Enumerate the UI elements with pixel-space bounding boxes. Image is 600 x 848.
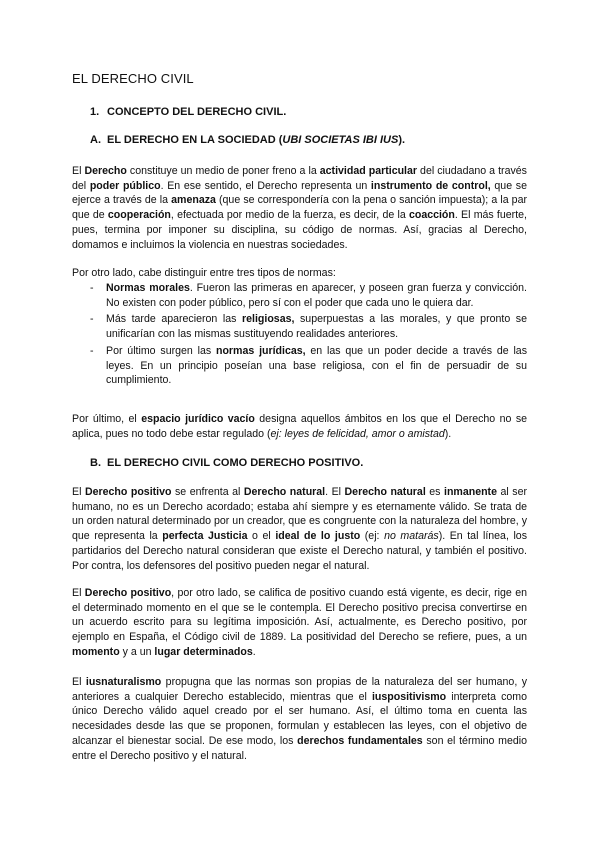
text: El [72,165,85,177]
bold-term: cooperación [107,209,171,222]
bold-term: Normas morales [106,282,190,294]
bold-term: iuspositivismo [371,690,447,703]
bold-term: iusnaturalismo [85,676,162,688]
bold-term: derechos fundamentales [297,734,423,747]
section-b-heading [90,457,363,469]
section-1-label: CONCEPTO DEL DERECHO CIVIL. [107,106,287,118]
section-b-letter: B. [90,457,101,469]
bold-term: Derecho natural [243,486,326,498]
text: . En ese sentido, el Derecho representa un [160,179,371,192]
text: (que se correspondería con la pena o sanción impuesta); a la par que de [72,194,527,222]
bold-term: normas jurídicas, [215,344,306,357]
section-1-heading [90,106,286,118]
text: Más tarde aparecieron las [106,313,243,326]
text: que se ejerce a través de la [72,179,527,207]
text: , efectuada por medio de la fuerza, es decir, de la [170,209,409,222]
text: , por otro lado, se califica de positivo cuando está vigente, es decir, rige en el determinado momento en el que se le contempla. El Derecho positivo precisa convertirse en un acuerdo escrito para su legítima imposición. Así, actualmente, es Derecho positivo, por ejemplo en España, el Código civil de 1889. La positividad del Derecho se refiere, pues, a un [72,587,527,644]
text: en las que un poder decide a través de las leyes. En un principio poseían una base religiosa, con el fin de persuadir de su cumplimiento. [106,344,527,387]
text: o el [247,530,276,543]
list-dash: - [90,282,94,294]
bold-term: Derecho natural [344,486,426,498]
text: El [72,587,85,599]
bold-term: perfecta Justicia [162,530,248,543]
text: . [252,645,256,658]
bold-term: lugar determinados [154,645,253,658]
bold-term: poder público [89,179,161,192]
section-a-letter: A. [90,134,101,146]
text: Por último, el [72,413,142,425]
bold-term: Derecho positivo [84,486,172,498]
bold-term: espacio jurídico vacío [141,413,255,425]
text: . El [325,486,345,498]
text: se enfrenta al [171,486,244,498]
document-title: EL DERECHO CIVIL [72,71,194,86]
list-item [72,312,527,341]
text: El [72,486,85,498]
bold-term: religiosas, [242,313,295,326]
bold-term: amenaza [171,194,216,207]
text: ). En tal línea, los partidarios del Derecho natural consideran que existe el Derecho natural, y también el positivo. Por contra, los defensores del positivo pueden negar el natural. [72,530,527,572]
section-1-number: 1. [90,106,100,118]
text: El [72,676,86,688]
text: . El más fuerte, pues, termina por imponer su disciplina, su código de normas. Así, gracias al Derecho, domamos e incluimos la violencia en nuestras sociedades. [72,209,527,251]
section-a-heading [90,134,405,146]
section-a-label-italic: UBI SOCIETAS IBI IUS [282,134,399,146]
list-dash: - [90,313,94,326]
paragraph-4 [72,485,527,573]
list-dash: - [90,344,94,357]
bold-term: Derecho [84,165,127,177]
list-item [72,344,527,388]
paragraph-1 [72,164,527,252]
text: constituye un medio de poner freno a la [126,165,320,177]
text: superpuestas a las morales, y que pronto se unificarían con las mismas sustituyendo realidades anteriores. [106,313,527,341]
text: y a un [119,645,155,658]
bold-term: Derecho positivo [84,587,172,599]
paragraph-6 [72,675,527,763]
italic-example: ej: leyes de felicidad, amor o amistad [270,427,445,440]
bold-term: ideal de lo justo [275,530,361,543]
text: Por último surgen las [106,344,216,357]
norm-types-list [72,281,527,390]
paragraph-5 [72,586,527,660]
bold-term: actividad particular [319,165,418,177]
list-item [72,281,527,310]
text: . Fueron las primeras en aparecer, y poseen gran fuerza y convicción. No existen con poder público, pero sí con el poder que cada uno le quiera dar. [106,282,527,309]
text: designa aquellos ámbitos en los que el Derecho no se aplica, pues no todo debe estar regulado ( [72,413,528,440]
paragraph-2: Por otro lado, cabe distinguir entre tres tipos de normas: [72,267,336,279]
text: interpreta como único Derecho válido aquel creado por el ser humano. Así, el último toma en cuenta las necesidades desde las que se proponen, formulan y establecen las leyes, con el objetivo de alcanzar el bienestar social. De ese modo, los [72,690,527,747]
text: del ciudadano a través del [72,165,527,192]
text: son el término medio entre el Derecho positivo y el natural. [72,734,527,762]
bold-term: coacción [408,209,455,222]
section-a-label-end: ). [398,134,406,146]
text: al ser humano, no es un Derecho acordado; estaba ahí siempre y es eternamente válido. Se trata de un orden natural determinado por un creador, que es congruente con la naturaleza del hombre, y que representa la [72,486,527,543]
text: ). [444,427,452,440]
text: es [425,486,444,498]
section-b-label: EL DERECHO CIVIL COMO DERECHO POSITIVO. [107,457,364,469]
text: (ej: [360,530,385,543]
section-a-label-start: EL DERECHO EN LA SOCIEDAD ( [107,134,283,146]
bold-term: instrumento de control, [370,179,491,192]
text: propugna que las normas son propias de la naturaleza del ser humano, y anteriores a cualquier Derecho establecido, mientras que el [72,676,527,703]
bold-term: inmanente [444,486,497,498]
italic-example: no matarás [384,530,439,543]
bold-term: momento [72,645,120,658]
paragraph-3 [72,412,527,441]
